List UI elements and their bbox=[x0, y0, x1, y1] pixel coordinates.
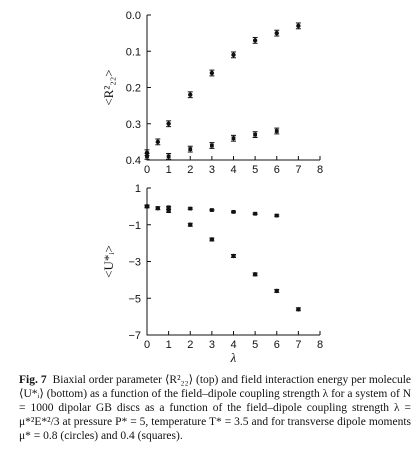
data-point-circle bbox=[188, 223, 192, 227]
data-point-circle bbox=[188, 93, 192, 97]
data-point-circle bbox=[156, 140, 160, 144]
data-point-square bbox=[188, 147, 192, 151]
data-point-circle bbox=[231, 254, 235, 258]
data-point-square bbox=[167, 154, 171, 158]
data-point-circle bbox=[156, 206, 160, 210]
x-axis-title: λ bbox=[230, 350, 237, 365]
data-point-square bbox=[210, 208, 214, 212]
data-point-circle bbox=[275, 31, 279, 35]
x-tick-label: 2 bbox=[187, 339, 194, 351]
data-point-square bbox=[232, 136, 236, 140]
x-tick-label: 7 bbox=[295, 339, 302, 351]
data-point-circle bbox=[253, 272, 257, 276]
data-point-square bbox=[275, 214, 279, 218]
figure-caption-label: Fig. 7 bbox=[19, 374, 47, 386]
bottom-plot bbox=[101, 183, 323, 365]
data-point-circle bbox=[166, 122, 170, 126]
y-tick-label: −7 bbox=[128, 330, 141, 342]
x-tick-label: 5 bbox=[252, 339, 259, 351]
data-point-circle bbox=[296, 307, 300, 311]
y-tick-label: 0.0 bbox=[125, 10, 141, 22]
data-point-square bbox=[167, 205, 171, 209]
x-tick-label: 1 bbox=[165, 164, 172, 176]
figure-caption bbox=[19, 373, 411, 443]
x-tick-label: 3 bbox=[208, 339, 215, 351]
data-point-circle bbox=[296, 24, 300, 28]
x-tick-label: 4 bbox=[230, 164, 237, 176]
figure-caption-text: Biaxial order parameter ⟨R²₂₂⟩ (top) and field interaction energy per molecule ⟨U*ᵢ⟩ (bottom) as a function of the field–dipole coupling strength λ for a system of N = 1000 dipolar GB discs as a function of the field–dipole coupling strength λ = μ*²E*²/3 at pressure P* = 5, temperature T* = 3.5 and for transverse dipole moments μ* = 0.8 (circles) and 0.4 (squares). bbox=[19, 374, 411, 442]
data-point-square bbox=[145, 154, 149, 158]
x-tick-label: 6 bbox=[273, 164, 280, 176]
x-tick-label: 0 bbox=[143, 339, 151, 351]
y-tick-label: 1 bbox=[134, 183, 141, 195]
x-tick-label: 8 bbox=[316, 339, 324, 351]
data-point-circle bbox=[210, 71, 214, 75]
y-tick-label: 0.4 bbox=[125, 155, 141, 167]
top-plot bbox=[101, 10, 323, 176]
x-tick-label: 2 bbox=[187, 164, 194, 176]
y-tick-label: −3 bbox=[128, 256, 141, 269]
data-point-circle bbox=[210, 237, 214, 241]
data-point-square bbox=[275, 129, 279, 133]
x-tick-label: 3 bbox=[208, 164, 215, 176]
x-tick-label: 4 bbox=[230, 339, 237, 351]
data-point-square bbox=[145, 204, 149, 208]
data-point-square bbox=[253, 133, 257, 137]
data-point-circle bbox=[275, 289, 279, 293]
data-point-square bbox=[210, 144, 214, 148]
y-tick-label: 0.3 bbox=[125, 118, 141, 131]
data-point-circle bbox=[166, 209, 170, 213]
x-tick-label: 1 bbox=[165, 339, 172, 351]
y-tick-label: 0.2 bbox=[125, 82, 141, 95]
x-tick-label: 8 bbox=[316, 164, 324, 176]
data-point-square bbox=[232, 210, 236, 214]
data-point-circle bbox=[231, 53, 235, 57]
y-tick-label: −5 bbox=[128, 293, 141, 306]
data-point-square bbox=[253, 212, 257, 216]
data-point-square bbox=[188, 207, 192, 211]
y-tick-label: −1 bbox=[128, 219, 141, 232]
x-tick-label: 6 bbox=[273, 339, 280, 351]
x-tick-label: 7 bbox=[295, 164, 302, 176]
data-point-circle bbox=[253, 38, 257, 42]
y-tick-label: 0.1 bbox=[125, 46, 141, 59]
y-axis-title: <R²₂₂> bbox=[101, 69, 116, 106]
x-tick-label: 5 bbox=[252, 164, 259, 176]
x-tick-label: 0 bbox=[143, 164, 151, 176]
y-axis-title: <U*ᵢ> bbox=[101, 245, 116, 278]
